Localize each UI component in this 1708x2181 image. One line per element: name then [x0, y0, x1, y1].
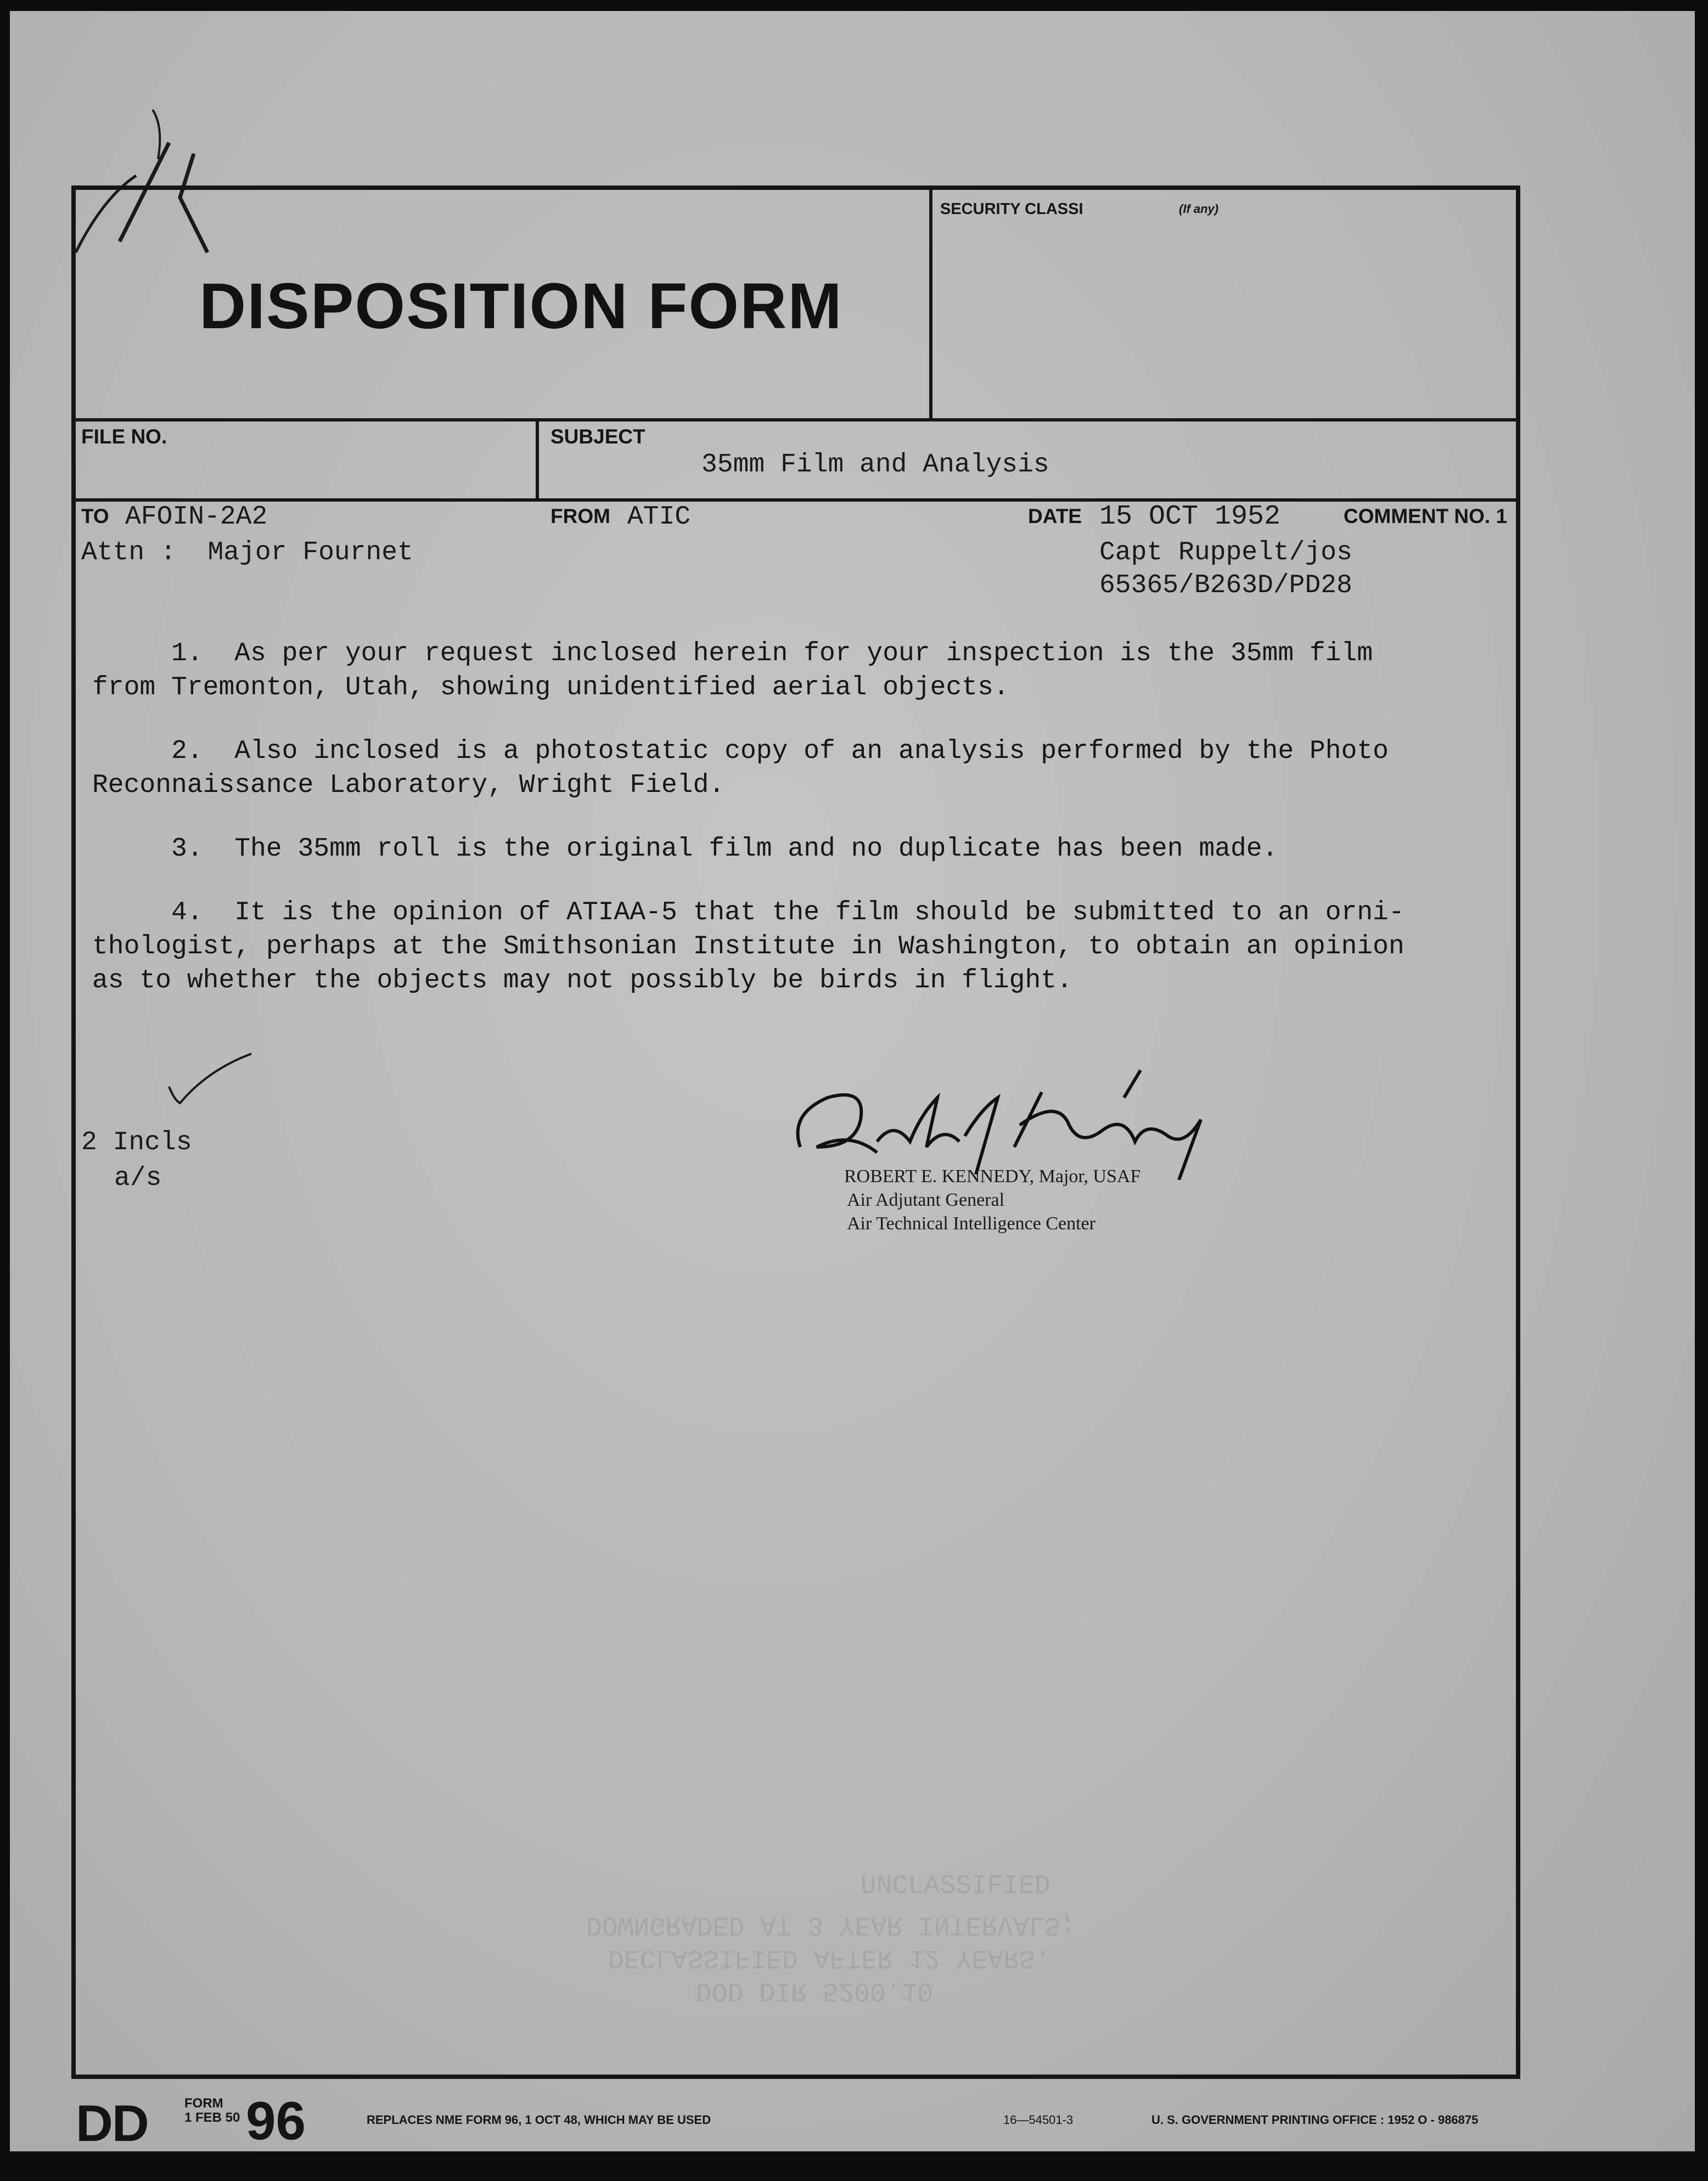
signer-name: ROBERT E. KENNEDY, Major, USAF: [844, 1166, 1141, 1187]
subject-value: 35mm Film and Analysis: [701, 450, 1049, 480]
file-no-label: FILE NO.: [81, 425, 167, 448]
footer-dd-label: DD: [76, 2094, 148, 2152]
originator-line-2: 65365/B263D/PD28: [1099, 571, 1352, 600]
paragraph-3: 3. The 35mm roll is the original film and no duplicate has been made.: [92, 834, 1278, 864]
rule-subject-bottom: [71, 498, 1520, 502]
footer-printing-office: U. S. GOVERNMENT PRINTING OFFICE : 1952 O - 986875: [1151, 2113, 1479, 2127]
bleed-through-line-3: DECLASSIFIED AFTER 12 YEARS.: [608, 1943, 1051, 1972]
divider-subject: [536, 418, 539, 501]
from-value: ATIC: [627, 502, 691, 532]
paragraph-2: 2. Also inclosed is a photostatic copy of an analysis performed by the Photo Reconnaissance Laboratory, Wright Field.: [92, 737, 1389, 800]
bleed-through-line-2: DOWNGRADED AT 3 YEAR INTERVALS;: [586, 1910, 1076, 1940]
divider-header: [929, 186, 932, 421]
security-class-note: (If any): [1179, 202, 1219, 216]
form-title: DISPOSITION FORM: [199, 270, 843, 342]
footer-replaces-note: REPLACES NME FORM 96, 1 OCT 48, WHICH MAY BE USED: [367, 2113, 711, 2127]
subject-label: SUBJECT: [550, 425, 645, 448]
comment-number-label: COMMENT NO. 1: [1344, 505, 1508, 527]
paragraph-1: 1. As per your request inclosed herein for your inspection is the 35mm film from Tremonton, Utah, showing unidentified aerial objects.: [92, 639, 1373, 702]
enclosures-note: a/s: [114, 1163, 162, 1193]
bleed-through-line-1: UNCLASSIFIED: [861, 1871, 1050, 1901]
date-label: DATE: [1028, 505, 1082, 527]
footer-form-line-1: FORM: [184, 2096, 223, 2111]
footer-form-number: 96: [246, 2090, 306, 2151]
rule-header-bottom: [71, 418, 1520, 421]
to-value: AFOIN-2A2: [125, 502, 268, 532]
footer-form-label: [184, 2096, 240, 2125]
footer-form-line-2: 1 FEB 50: [184, 2110, 240, 2125]
form-sheet: [10, 11, 1695, 2151]
footer-code: 16—54501-3: [1003, 2113, 1074, 2127]
to-label: TO: [81, 505, 109, 527]
originator-line-1: Capt Ruppelt/jos: [1099, 538, 1352, 567]
paragraph-4: 4. It is the opinion of ATIAA-5 that the film should be submitted to an orni- thologist, perhaps at the Smithsonian Institute in Washington, to obtain an opinion as to whether the objects may not possibly be birds in flight.: [92, 898, 1404, 996]
signer-title-1: Air Adjutant General: [847, 1190, 1005, 1210]
attn-line: Attn : Major Fournet: [81, 538, 413, 567]
bleed-through-line-4: DOD DIR 5200.10: [696, 1976, 934, 2005]
security-class-label: SECURITY CLASSI: [940, 200, 1083, 218]
from-label: FROM: [550, 505, 610, 527]
date-value: 15 OCT 1952: [1099, 501, 1281, 532]
signature-handwriting: [784, 1065, 1256, 1180]
check-mark: [158, 1048, 257, 1109]
enclosures-count: 2 Incls: [81, 1128, 192, 1157]
signer-title-2: Air Technical Intelligence Center: [847, 1213, 1095, 1234]
